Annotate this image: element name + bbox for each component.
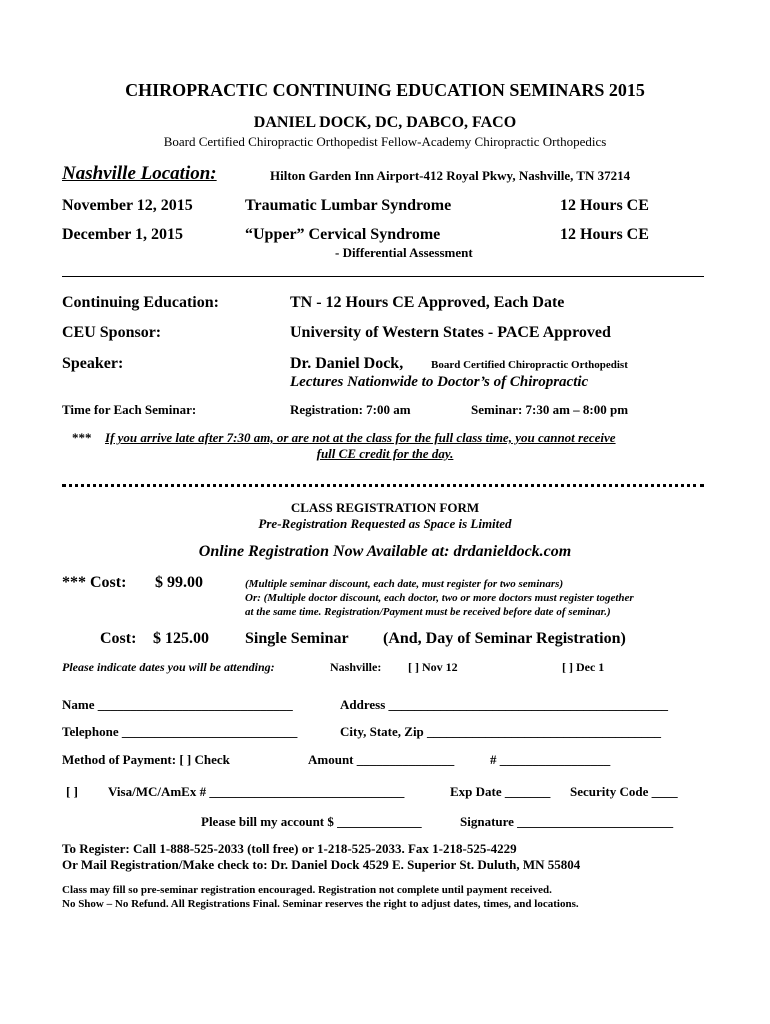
amount-field[interactable]: Amount _______________ bbox=[308, 752, 455, 767]
page-title: CHIROPRACTIC CONTINUING EDUCATION SEMINARS 2015 bbox=[125, 80, 645, 100]
location-label: Nashville Location: bbox=[62, 163, 217, 184]
session-date: December 1, 2015 bbox=[62, 226, 183, 243]
doctor-name: DANIEL DOCK, DC, DABCO, FACO bbox=[253, 114, 517, 131]
check-number-field[interactable]: # _________________ bbox=[490, 752, 611, 767]
contact-mail: Or Mail Registration/Make check to: Dr. Daniel Dock 4529 E. Superior St. Duluth, MN 55804 bbox=[62, 857, 581, 872]
cost-note: (Multiple seminar discount, each date, must register for two seminars) bbox=[245, 578, 564, 590]
city-state-zip-field[interactable]: City, State, Zip ____________________________________ bbox=[340, 724, 662, 739]
dates-city: Nashville: bbox=[330, 660, 382, 674]
session-hours: 12 Hours CE bbox=[560, 197, 649, 214]
security-code-field[interactable]: Security Code ____ bbox=[570, 784, 678, 799]
location-address: Hilton Garden Inn Airport-412 Royal Pkwy, Nashville, TN 37214 bbox=[270, 168, 631, 183]
late-notice-line1: If you arrive late after 7:30 am, or are not at the class for the full class time, you cannot receive bbox=[105, 430, 616, 445]
speaker-label: Speaker: bbox=[62, 355, 124, 372]
footer-note: Class may fill so pre-seminar registration encouraged. Registration not complete until payment received. bbox=[62, 884, 552, 896]
speaker-name: Dr. Daniel Dock, bbox=[290, 355, 404, 372]
card-checkbox[interactable]: [ ] bbox=[66, 784, 78, 799]
cost-note: at the same time. Registration/Payment must be received before date of seminar.) bbox=[245, 606, 611, 618]
cost-amount: $ 125.00 bbox=[153, 630, 209, 647]
cost-label: Cost: bbox=[100, 630, 137, 647]
registration-time: Registration: 7:00 am bbox=[290, 402, 411, 417]
date-checkbox-nov12[interactable]: [ ] Nov 12 bbox=[408, 660, 458, 674]
session-topic: Traumatic Lumbar Syndrome bbox=[245, 197, 452, 214]
exp-date-field[interactable]: Exp Date _______ bbox=[450, 784, 551, 799]
date-checkbox-dec1[interactable]: [ ] Dec 1 bbox=[562, 660, 605, 674]
doctor-credentials: Board Certified Chiropractic Orthopedist Fellow-Academy Chiropractic Orthopedics bbox=[163, 134, 607, 149]
session-topic: “Upper” Cervical Syndrome bbox=[245, 226, 441, 243]
telephone-field[interactable]: Telephone ___________________________ bbox=[62, 724, 298, 739]
signature-field[interactable]: Signature ________________________ bbox=[460, 814, 674, 829]
session-hours: 12 Hours CE bbox=[560, 226, 649, 243]
late-notice-line2: full CE credit for the day. bbox=[316, 446, 454, 461]
time-label: Time for Each Seminar: bbox=[62, 402, 197, 417]
late-notice-prefix: *** bbox=[72, 430, 92, 445]
ce-label: Continuing Education: bbox=[62, 294, 219, 311]
cost-label: *** Cost: bbox=[62, 574, 127, 591]
divider-line bbox=[62, 276, 704, 277]
footer-note: No Show – No Refund. All Registrations Final. Seminar reserves the right to adjust dates, times, and locations. bbox=[62, 898, 579, 910]
ceu-label: CEU Sponsor: bbox=[62, 324, 162, 341]
session-date: November 12, 2015 bbox=[62, 197, 193, 214]
cost-type-note: (And, Day of Seminar Registration) bbox=[383, 630, 626, 647]
dotted-divider bbox=[62, 484, 704, 487]
form-title: CLASS REGISTRATION FORM bbox=[290, 500, 480, 515]
form-subtitle: Pre-Registration Requested as Space is Limited bbox=[258, 516, 512, 531]
card-number-field[interactable]: Visa/MC/AmEx # ______________________________ bbox=[108, 784, 405, 799]
session-subtopic: - Differential Assessment bbox=[335, 245, 473, 260]
cost-type: Single Seminar bbox=[245, 630, 349, 647]
dates-prompt: Please indicate dates you will be attending: bbox=[62, 660, 275, 674]
name-field[interactable]: Name ______________________________ bbox=[62, 697, 293, 712]
contact-phone: To Register: Call 1-888-525-2033 (toll free) or 1-218-525-2033. Fax 1-218-525-4229 bbox=[62, 841, 517, 856]
cost-note: Or: (Multiple doctor discount, each doctor, two or more doctors must register together bbox=[245, 592, 634, 604]
bill-account-field[interactable]: Please bill my account $ _____________ bbox=[201, 814, 422, 829]
payment-method-check[interactable]: Method of Payment: [ ] Check bbox=[62, 752, 230, 767]
online-registration: Online Registration Now Available at: drdanieldock.com bbox=[198, 543, 572, 560]
ce-value: TN - 12 Hours CE Approved, Each Date bbox=[290, 294, 565, 311]
cost-amount: $ 99.00 bbox=[155, 574, 203, 591]
speaker-note: Lectures Nationwide to Doctor’s of Chiropractic bbox=[290, 374, 589, 390]
ceu-value: University of Western States - PACE Approved bbox=[290, 324, 611, 341]
address-field[interactable]: Address ___________________________________________ bbox=[340, 697, 669, 712]
seminar-time: Seminar: 7:30 am – 8:00 pm bbox=[471, 402, 629, 417]
speaker-credentials: Board Certified Chiropractic Orthopedist bbox=[431, 359, 628, 371]
